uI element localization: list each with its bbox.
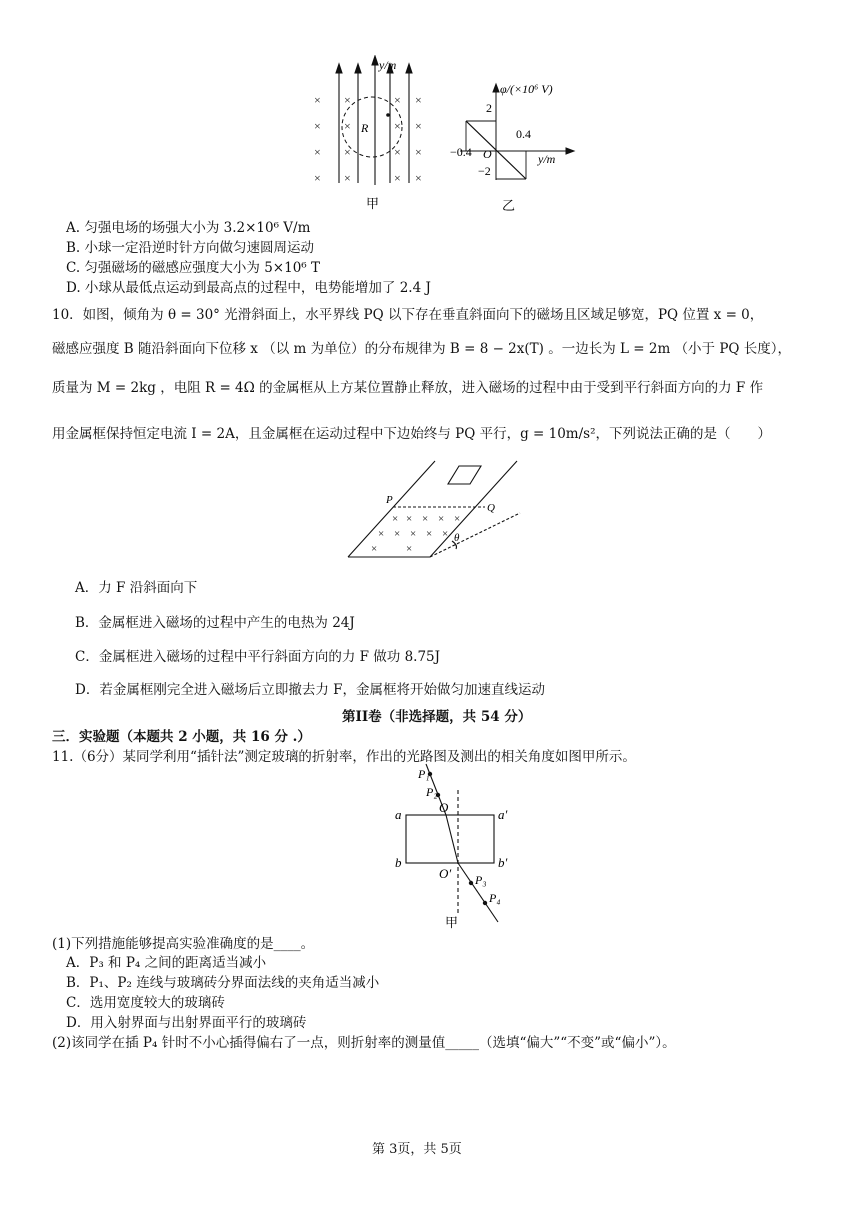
- q10-line-4: 用金属框保持恒定电流 I = 2A，且金属框在运动过程中下边始终与 PQ 平行，g = 10m/s²，下列说法正确的是（ ）: [52, 426, 771, 442]
- ref-P1-label: P₁: [418, 767, 430, 781]
- q11-sub2: (2)该同学在插 P₄ 针时不小心插得偏右了一点，则折射率的测量值_____（选填“偏大”“不变”或“偏小”）。: [52, 1035, 676, 1051]
- ref-b-label: b: [395, 855, 402, 870]
- svg-text:×: ×: [415, 171, 422, 185]
- q11-sub1: (1)下列措施能够提高实验准确度的是____。: [52, 936, 315, 952]
- part2-title: 第II卷（非选择题，共 54 分）: [342, 709, 532, 725]
- q10-line-2: 磁感应强度 B 随沿斜面向下位移 x （以 m 为单位）的分布规律为 B = 8 − 2x(T) 。一边长为 L = 2m （小于 PQ 长度），: [52, 341, 792, 357]
- ref-P3-label: P₃: [475, 873, 487, 887]
- yi-x-neg: −0.4: [450, 145, 472, 159]
- q10-option-a: A．力 F 沿斜面向下: [75, 580, 198, 596]
- jia-radius-label: R: [361, 121, 369, 135]
- page-footer: 第 3页，共 5页: [372, 1142, 462, 1157]
- q9-option-d: D. 小球从最低点运动到最高点的过程中，电势能增加了 2.4 J: [66, 280, 431, 296]
- q10-line-1: 10．如图，倾角为 θ = 30° 光滑斜面上，水平界线 PQ 以下存在垂直斜面向下的磁场且区域足够宽，PQ 位置 x = 0，: [52, 307, 764, 323]
- q9-option-c: C. 匀强磁场的磁感应强度大小为 5×10⁶ T: [66, 260, 321, 276]
- yi-x-pos: 0.4: [516, 127, 531, 141]
- svg-text:×: ×: [392, 513, 399, 525]
- svg-text:×: ×: [415, 119, 422, 133]
- q11-sub1-option-c: C．选用宽度较大的玻璃砖: [66, 995, 225, 1011]
- q10-option-d: D．若金属框刚完全进入磁场后立即撤去力 F，金属框将开始做匀加速直线运动: [75, 682, 545, 698]
- svg-text:×: ×: [314, 119, 321, 133]
- svg-text:×: ×: [344, 145, 351, 159]
- q11-stem: 11.（6分）某同学利用“插针法”测定玻璃的折射率，作出的光路图及测出的相关角度如图甲所示。: [52, 749, 636, 765]
- svg-text:×: ×: [438, 513, 445, 525]
- ref-caption: 甲: [445, 915, 459, 930]
- figure-incline: [340, 458, 530, 563]
- q9-option-b: B. 小球一定沿逆时针方向做匀速圆周运动: [66, 240, 315, 256]
- yi-x-axis-label: y/m: [538, 152, 556, 166]
- svg-text:×: ×: [314, 145, 321, 159]
- figure-yi: [450, 78, 580, 218]
- q11-sub1-option-a: A．P₃ 和 P₄ 之间的距离适当减小: [66, 955, 267, 971]
- svg-text:×: ×: [394, 145, 401, 159]
- figure-refraction: [388, 760, 518, 930]
- q11-sub1-option-d: D．用入射界面与出射界面平行的玻璃砖: [66, 1015, 307, 1031]
- svg-text:×: ×: [394, 119, 401, 133]
- svg-text:×: ×: [426, 528, 433, 540]
- incline-Q-label: Q: [487, 502, 495, 514]
- q10-line-3: 质量为 M = 2kg ，电阻 R = 4Ω 的金属框从上方某位置静止释放，进入磁场的过程中由于受到平行斜面方向的力 F 作: [52, 380, 764, 396]
- svg-text:×: ×: [454, 513, 461, 525]
- svg-text:×: ×: [394, 93, 401, 107]
- ref-P4-label: P₄: [489, 891, 501, 905]
- incline-theta-label: θ: [454, 532, 460, 544]
- incline-P-label: P: [386, 494, 393, 506]
- svg-text:×: ×: [344, 119, 351, 133]
- q10-option-b: B．金属框进入磁场的过程中产生的电热为 24J: [75, 615, 355, 631]
- svg-text:×: ×: [344, 171, 351, 185]
- ref-b-prime-label: b′: [498, 855, 508, 870]
- svg-text:×: ×: [406, 543, 413, 555]
- svg-text:×: ×: [410, 528, 417, 540]
- yi-y-axis-label: φ/(×10⁶ V): [500, 82, 553, 96]
- ref-a-label: a: [395, 807, 402, 822]
- jia-caption: 甲: [366, 196, 380, 211]
- figure-jia: [300, 55, 450, 215]
- svg-text:×: ×: [314, 171, 321, 185]
- ref-P2-label: P₂: [426, 785, 438, 799]
- svg-text:×: ×: [422, 513, 429, 525]
- ref-a-prime-label: a′: [498, 807, 508, 822]
- q10-option-c: C．金属框进入磁场的过程中平行斜面方向的力 F 做功 8.75J: [75, 649, 441, 665]
- svg-text:×: ×: [442, 528, 449, 540]
- q9-option-a: A. 匀强电场的场强大小为 3.2×10⁶ V/m: [66, 220, 311, 236]
- svg-text:×: ×: [394, 171, 401, 185]
- svg-text:×: ×: [406, 513, 413, 525]
- svg-text:×: ×: [415, 145, 422, 159]
- svg-text:×: ×: [314, 93, 321, 107]
- svg-text:×: ×: [394, 528, 401, 540]
- jia-y-axis-label: y/m: [379, 58, 397, 72]
- svg-text:×: ×: [378, 528, 385, 540]
- svg-text:×: ×: [344, 93, 351, 107]
- yi-origin: O: [483, 147, 492, 161]
- svg-text:×: ×: [371, 543, 378, 555]
- yi-caption: 乙: [502, 198, 516, 213]
- svg-text:×: ×: [415, 93, 422, 107]
- section3-title: 三．实验题（本题共 2 小题，共 16 分 .）: [52, 729, 311, 745]
- yi-v-pos: 2: [486, 101, 492, 115]
- ref-O-prime-label: O′: [439, 866, 452, 881]
- q11-sub1-option-b: B．P₁、P₂ 连线与玻璃砖分界面法线的夹角适当减小: [66, 975, 380, 991]
- ref-O-label: O: [439, 800, 449, 815]
- yi-v-neg: −2: [478, 164, 491, 178]
